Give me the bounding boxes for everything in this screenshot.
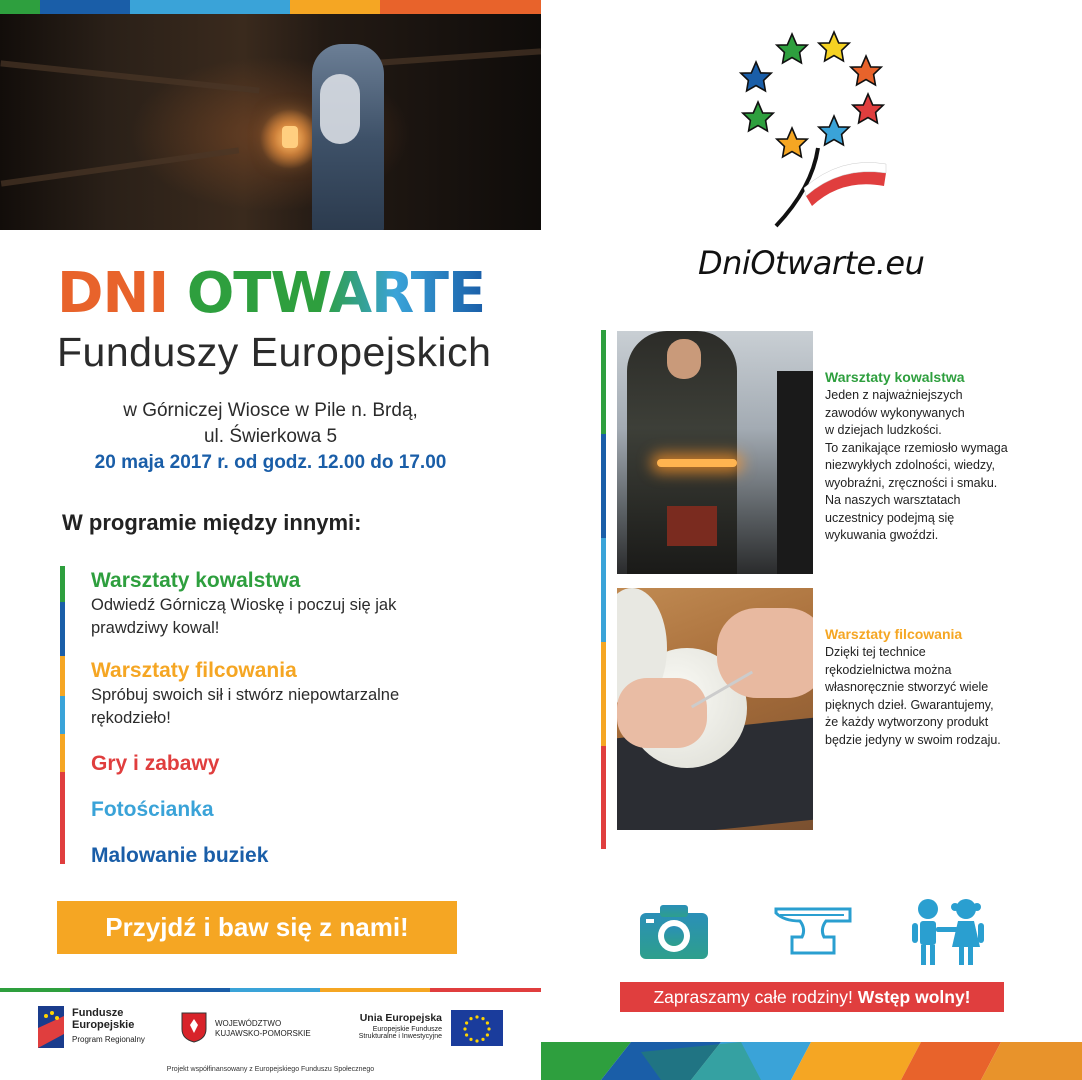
bottom-color-strip <box>0 988 541 992</box>
program-item-title: Warsztaty kowalstwa <box>91 569 301 592</box>
title-part-dni: DNI <box>57 261 187 326</box>
program-item-desc: Odwiedź Górniczą Wioskę i poczuj się jak prawdziwy kowal! <box>91 596 397 637</box>
blacksmith-photo <box>617 331 813 574</box>
banner-text: Zapraszamy całe rodziny! <box>653 987 858 1007</box>
fe-text <box>72 1007 145 1046</box>
program-item-title: Malowanie buziek <box>91 844 269 867</box>
top-color-strip <box>0 0 541 14</box>
program-bar-red <box>60 772 65 864</box>
page-subtitle: Funduszy Europejskich <box>57 329 492 375</box>
fe-line-2: Europejskie <box>72 1019 135 1031</box>
fundusze-europejskie-logo <box>38 1006 64 1053</box>
program-bar-green <box>60 566 65 602</box>
program-heading: W programie między innymi: <box>62 510 362 535</box>
felting-photo <box>617 588 813 830</box>
event-date: 20 maja 2017 r. od godz. 12.00 do 17.00 <box>94 452 447 473</box>
fe-flag-icon <box>38 1006 64 1048</box>
eu-flag <box>451 1010 503 1051</box>
invitation-banner <box>620 982 1004 1012</box>
right-bar-blue <box>601 434 606 538</box>
program-bar-blue <box>60 602 65 656</box>
address-line-2: ul. Świerkowa 5 <box>203 426 338 447</box>
right-section-title: Warsztaty kowalstwa <box>825 369 965 385</box>
anvil-icon <box>774 907 852 961</box>
fe-line-3: Program Regionalny <box>72 1035 145 1044</box>
cofinancing-note: Projekt współfinansowany z Europejskiego Funduszu Społecznego <box>166 1066 375 1073</box>
woj-line-1: WOJEWÓDZTWO <box>215 1019 282 1028</box>
dni-otwarte-logo <box>730 28 900 237</box>
ue-line-3: Strukturalne i Inwestycyjne <box>358 1033 442 1040</box>
fe-line-1: Fundusze <box>72 1007 124 1019</box>
right-bar-green <box>601 330 606 434</box>
program-item-title: Fotościanka <box>91 798 214 821</box>
program-bar-orange-2 <box>60 734 65 772</box>
wojewodztwo-crest <box>180 1011 208 1048</box>
logo-text: DniOtwarte.eu <box>698 244 925 282</box>
program-bar-lightblue <box>60 696 65 734</box>
right-section-desc: Dzięki tej technice rękodzielnictwa można własnoręcznie stworzyć wiele pięknych dzieł. Gwarantujemy, że każdy wytworzony produkt będzie jedyny w swoim rodzaju. <box>825 645 1001 747</box>
page-title <box>57 261 486 326</box>
stars-flower-icon <box>730 28 900 233</box>
banner-free-entry: Wstęp wolny! <box>857 987 971 1007</box>
ue-text <box>340 1012 442 1040</box>
program-bar-orange <box>60 656 65 696</box>
cta-banner: Przyjdź i baw się z nami! <box>57 901 457 954</box>
mine-photo <box>0 14 541 230</box>
right-bar-orange <box>601 642 606 746</box>
bottom-right-color-strip <box>541 1042 1082 1080</box>
right-bar-lightblue <box>601 538 606 642</box>
right-section-desc: Jeden z najważniejszych zawodów wykonywanych w dziejach ludzkości. To zanikające rzemiosło wymaga niezwykłych zdolności, wiedzy, wyobraźni, zręczności i smaku. Na naszych warsztatach uczestnicy podejmą się wykuwania gwoździ. <box>825 388 1008 542</box>
crest-icon <box>180 1011 208 1043</box>
ue-line-1: Unia Europejska <box>359 1012 442 1024</box>
address-line-1: w Górniczej Wiosce w Pile n. Brdą, <box>123 400 418 421</box>
ue-line-2: Europejskie Fundusze <box>372 1026 442 1033</box>
children-icon <box>908 897 988 971</box>
woj-line-2: KUJAWSKO-POMORSKIE <box>215 1029 311 1038</box>
eu-flag-icon <box>451 1010 503 1046</box>
title-part-otwarte: OTWARTE <box>186 261 486 326</box>
camera-icon <box>640 903 708 963</box>
right-section-title: Warsztaty filcowania <box>825 626 963 642</box>
program-item-desc: Spróbuj swoich sił i stwórz niepowtarzalne rękodzieło! <box>91 686 400 727</box>
wojewodztwo-text <box>215 1019 311 1039</box>
right-bar-red <box>601 746 606 849</box>
program-item-title: Warsztaty filcowania <box>91 659 297 682</box>
program-item-title: Gry i zabawy <box>91 752 220 775</box>
